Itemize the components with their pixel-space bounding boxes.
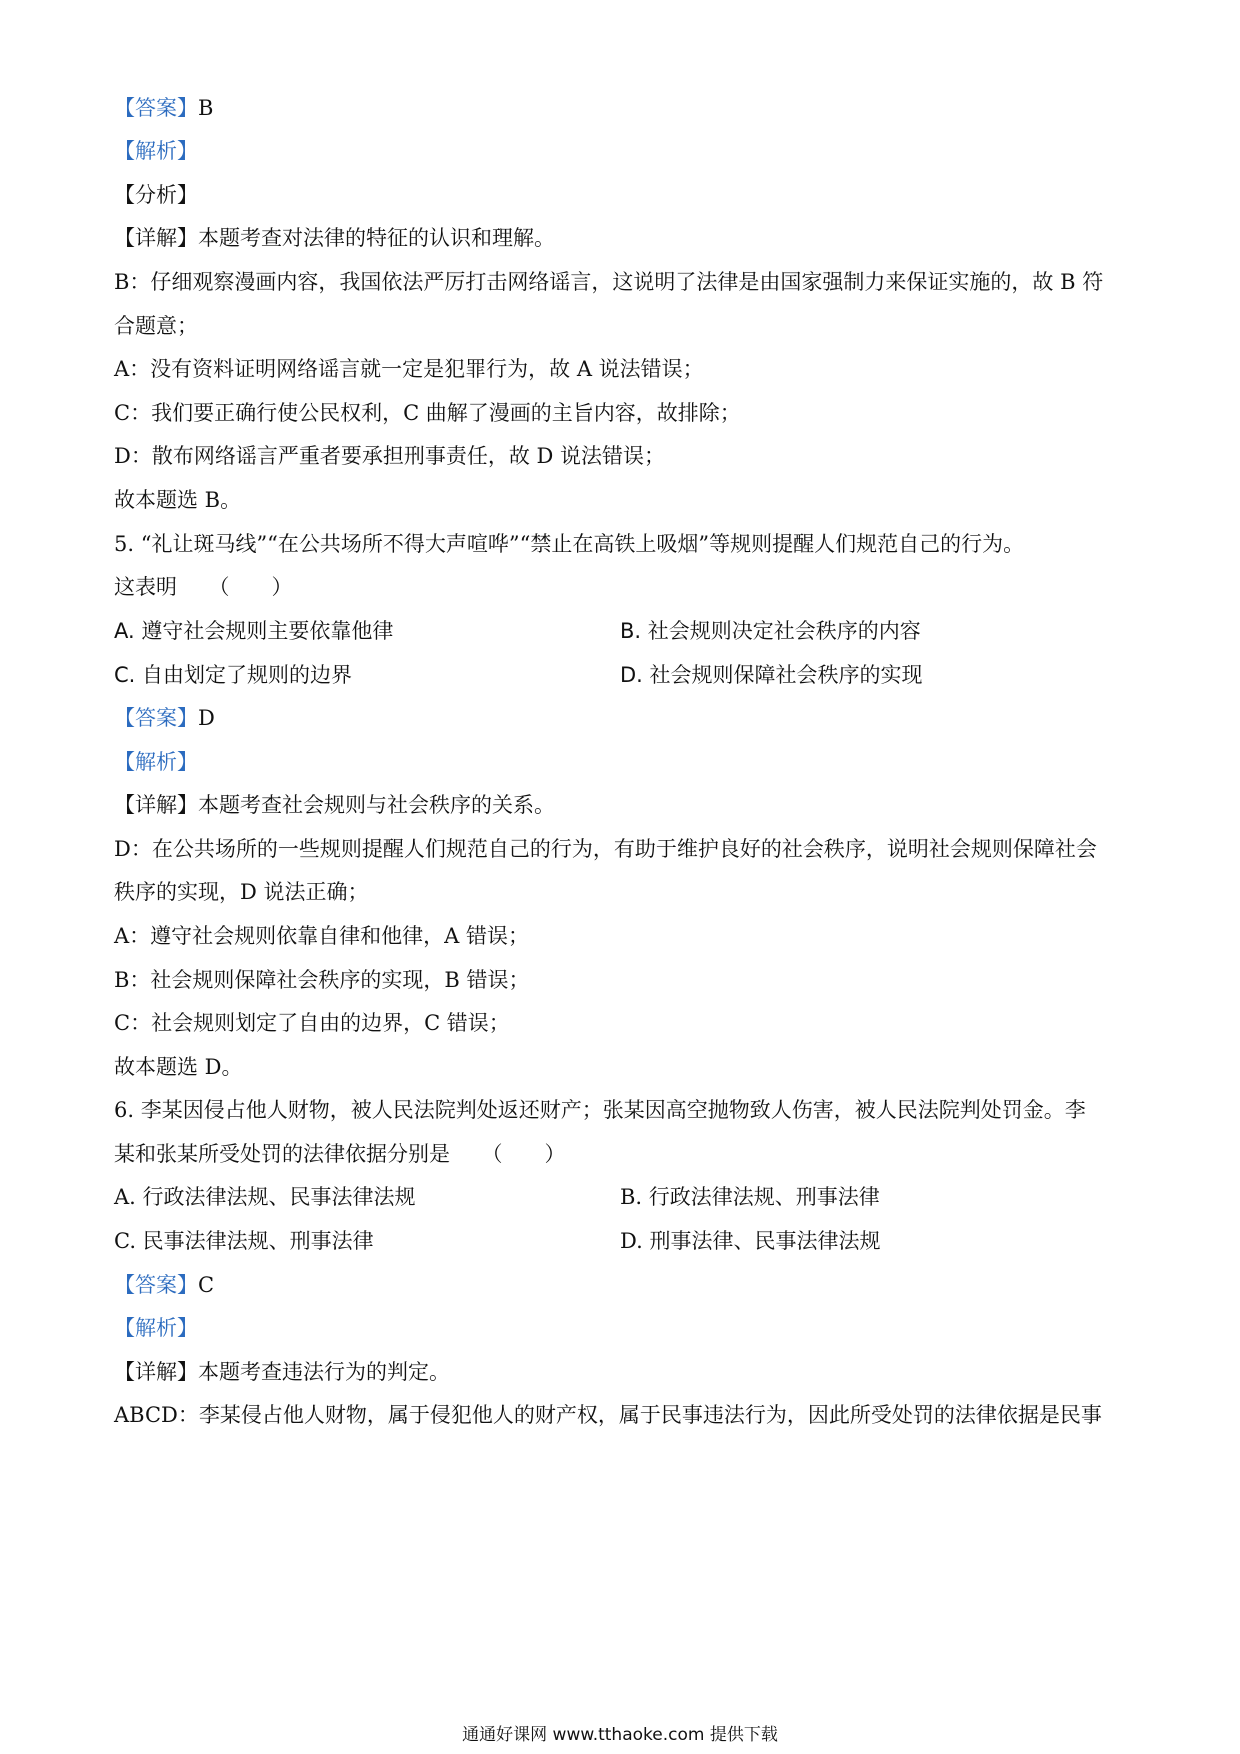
q6-stem-line2: 某和张某所受处罚的法律依据分别是 （ ） [114, 1142, 566, 1166]
q5-answer-line [114, 704, 215, 732]
q4-fenxi-tag: 【分析】 [114, 183, 198, 207]
q6-answer-value: C [198, 1273, 215, 1297]
q6-answer-line [114, 1271, 214, 1299]
q6-abcd-explanation-line1: ABCD：李某侵占他人财物，属于侵犯他人的财产权，属于民事违法行为，因此所受处罚的法律依据是民事 [114, 1403, 1102, 1427]
q5-detail: 【详解】本题考查社会规则与社会秩序的关系。 [114, 793, 555, 817]
q4-option-b-explanation-line2: 合题意； [114, 314, 198, 338]
q5-option-c-explanation: C：社会规则划定了自由的边界，C 错误； [114, 1011, 510, 1035]
q5-stem-line1: 5. “礼让斑马线”“在公共场所不得大声喧哗”“禁止在高铁上吸烟”等规则提醒人们规范自己的行为。 [114, 532, 1025, 556]
q6-stem-line1: 6. 李某因侵占他人财物，被人民法院判处返还财产；张某因高空抛物致人伤害，被人民法院判处罚金。李 [114, 1098, 1086, 1122]
q5-option-b: B. 社会规则决定社会秩序的内容 [620, 619, 921, 643]
q6-option-b: B. 行政法律法规、刑事法律 [620, 1185, 880, 1209]
q6-analysis-tag: 【解析】 [114, 1316, 198, 1340]
q5-option-d-explanation-line1: D：在公共场所的一些规则提醒人们规范自己的行为，有助于维护良好的社会秩序，说明社会规则保障社会 [114, 837, 1097, 861]
q4-answer-value: B [198, 96, 214, 120]
q4-option-b-explanation-line1: B：仔细观察漫画内容，我国依法严厉打击网络谣言，这说明了法律是由国家强制力来保证实施的，故 B 符 [114, 270, 1104, 294]
q6-option-c: C. 民事法律法规、刑事法律 [114, 1229, 374, 1253]
q4-conclusion: 故本题选 B。 [114, 488, 242, 512]
q4-option-d-explanation: D：散布网络谣言严重者要承担刑事责任，故 D 说法错误； [114, 444, 666, 468]
q6-answer-tag: 【答案】 [114, 1273, 198, 1297]
q5-option-c: C. 自由划定了规则的边界 [114, 663, 353, 687]
q5-answer-value: D [198, 706, 215, 730]
q4-option-c-explanation: C：我们要正确行使公民权利，C 曲解了漫画的主旨内容，故排除； [114, 401, 741, 425]
q4-option-a-explanation: A：没有资料证明网络谣言就一定是犯罪行为，故 A 说法错误； [114, 357, 704, 381]
q5-conclusion: 故本题选 D。 [114, 1055, 243, 1079]
q4-answer-line [114, 94, 213, 122]
q4-answer-tag: 【答案】 [114, 96, 198, 120]
q6-option-d: D. 刑事法律、民事法律法规 [620, 1229, 881, 1253]
q5-answer-tag: 【答案】 [114, 706, 198, 730]
page-footer: 通通好课网 www.tthaoke.com 提供下载 [462, 1725, 778, 1745]
q5-option-a-explanation: A：遵守社会规则依靠自律和他律，A 错误； [114, 924, 530, 948]
q5-stem-line2: 这表明 （ ） [114, 575, 293, 599]
q4-analysis-tag: 【解析】 [114, 139, 198, 163]
q5-analysis-tag: 【解析】 [114, 750, 198, 774]
q5-option-d-explanation-line2: 秩序的实现，D 说法正确； [114, 880, 369, 904]
q5-option-d: D. 社会规则保障社会秩序的实现 [620, 663, 923, 687]
q4-detail: 【详解】本题考查对法律的特征的认识和理解。 [114, 226, 555, 250]
q5-option-b-explanation: B：社会规则保障社会秩序的实现，B 错误； [114, 968, 530, 992]
q6-option-a: A. 行政法律法规、民事法律法规 [114, 1185, 416, 1209]
q6-detail: 【详解】本题考查违法行为的判定。 [114, 1360, 450, 1384]
q5-option-a: A. 遵守社会规则主要依靠他律 [114, 619, 394, 643]
